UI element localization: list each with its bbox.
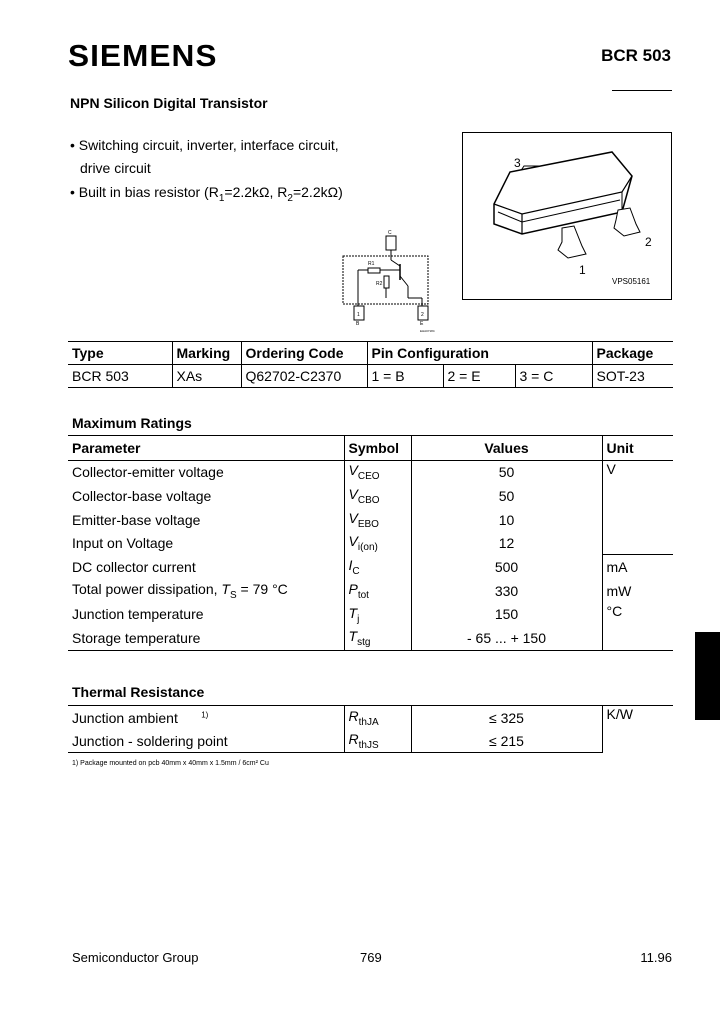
col-ordering-code: Ordering Code xyxy=(241,342,367,365)
value: 50 xyxy=(411,484,602,508)
table-row xyxy=(68,603,673,627)
pin3-label: 3 xyxy=(514,156,521,170)
symbol: $T_j$ xyxy=(344,603,411,627)
thermal-title: Thermal Resistance xyxy=(72,684,205,700)
param: Input on Voltage xyxy=(72,535,174,552)
symbol: $P_{tot}$ xyxy=(344,579,411,603)
symbol: $R_{thJA}$ xyxy=(344,706,411,730)
feature-1-line-1: • Switching circuit, inverter, interface circuit, xyxy=(70,137,339,153)
footnote: 1) Package mounted on pcb 40mm x 40mm x 1.5mm / 6cm² Cu xyxy=(72,760,269,767)
max-ratings-table xyxy=(68,435,673,651)
max-ratings-title: Maximum Ratings xyxy=(72,415,192,431)
symbol: $R_{thJS}$ xyxy=(344,729,411,753)
siemens-logo: SIEMENS xyxy=(68,38,218,73)
feature-2: • Built in bias resistor ($R_1=2.2k\Omega$, $R_2=2.2k\Omega$) xyxy=(70,184,343,204)
table-row xyxy=(68,531,673,555)
table-row xyxy=(68,460,673,484)
value: 10 xyxy=(411,508,602,532)
pin-c-label: C xyxy=(388,230,392,236)
package-drawing xyxy=(462,132,672,300)
value: 12 xyxy=(411,531,602,555)
col-package: Package xyxy=(592,342,673,365)
side-tab-marker xyxy=(695,632,720,720)
param: Junction temperature xyxy=(72,606,204,623)
type-table xyxy=(68,341,673,388)
symbol: $T_{stg}$ xyxy=(344,626,411,650)
value: 500 xyxy=(411,555,602,579)
symbol: $V_{CEO}$ xyxy=(344,460,411,484)
value: ≤ 325 xyxy=(411,706,602,730)
page-title: NPN Silicon Digital Transistor xyxy=(70,95,268,111)
unit: °C xyxy=(602,603,673,651)
cell-marking: XAs xyxy=(172,365,241,388)
col-marking: Marking xyxy=(172,342,241,365)
table-row xyxy=(68,484,673,508)
unit: K/W xyxy=(602,706,673,753)
col-symbol: Symbol xyxy=(344,436,411,461)
circuit-schematic xyxy=(338,228,438,338)
col-values: Values xyxy=(411,436,602,461)
package-code: VPS05161 xyxy=(612,277,651,286)
param: Junction ambient $^{1)}$ xyxy=(68,706,344,730)
table-row xyxy=(68,729,673,753)
col-type: Type xyxy=(68,342,172,365)
feature-1-line-2: drive circuit xyxy=(80,160,151,176)
value: 150 xyxy=(411,603,602,627)
table-row xyxy=(68,508,673,532)
table-row xyxy=(68,626,673,650)
cell-pin3: 3 = C xyxy=(515,365,592,388)
type-table-header xyxy=(68,342,673,365)
type-table-row xyxy=(68,365,673,388)
r1-label: R1 xyxy=(368,261,375,267)
document-number: BCR 503 xyxy=(601,46,671,65)
symbol: $V_{i(on)}$ xyxy=(344,531,411,555)
value: 50 xyxy=(411,460,602,484)
symbol: $V_{CBO}$ xyxy=(344,484,411,508)
param: DC collector current xyxy=(72,559,196,576)
unit: mW xyxy=(602,579,673,603)
symbol: $I_C$ xyxy=(344,555,411,579)
svg-text:2: 2 xyxy=(421,312,424,318)
cell-pin2: 2 = E xyxy=(443,365,515,388)
unit: V xyxy=(602,460,673,555)
svg-text:1: 1 xyxy=(357,312,360,318)
col-parameter: Parameter xyxy=(68,436,344,461)
symbol: $V_{EBO}$ xyxy=(344,508,411,532)
param: Storage temperature xyxy=(68,626,344,650)
param: Emitter-base voltage xyxy=(72,511,201,528)
table-row xyxy=(68,555,673,579)
cell-ordering-code: Q62702-C2370 xyxy=(241,365,367,388)
max-ratings-header xyxy=(68,436,673,461)
schematic-code: EHA07184 xyxy=(420,329,435,333)
page-number: 769 xyxy=(360,950,382,965)
param: Collector-emitter voltage xyxy=(72,464,224,481)
header-rule xyxy=(612,90,672,91)
table-row xyxy=(68,706,673,730)
footer-left: Semiconductor Group xyxy=(72,950,199,965)
pin-e-label: E xyxy=(420,321,424,327)
value: - 65 ... + 150 xyxy=(411,626,602,650)
param: Collector-base voltage xyxy=(72,487,212,504)
cell-pin1: 1 = B xyxy=(367,365,443,388)
param: Total power dissipation, $T_S = 79$ °C xyxy=(72,580,288,601)
pin2-label: 2 xyxy=(645,235,652,249)
col-unit: Unit xyxy=(602,436,673,461)
pin-b-label: B xyxy=(356,321,360,327)
col-pin-configuration: Pin Configuration xyxy=(367,342,592,365)
table-row xyxy=(68,579,673,603)
unit: mA xyxy=(602,555,673,579)
cell-type: BCR 503 xyxy=(68,365,172,388)
pin1-label: 1 xyxy=(579,263,586,277)
cell-package: SOT-23 xyxy=(592,365,673,388)
thermal-table xyxy=(68,705,673,753)
footer-date: 11.96 xyxy=(640,950,672,965)
param: Junction - soldering point xyxy=(68,729,344,753)
value: 330 xyxy=(411,579,602,603)
r2-label: R2 xyxy=(376,281,383,287)
value: ≤ 215 xyxy=(411,729,602,753)
